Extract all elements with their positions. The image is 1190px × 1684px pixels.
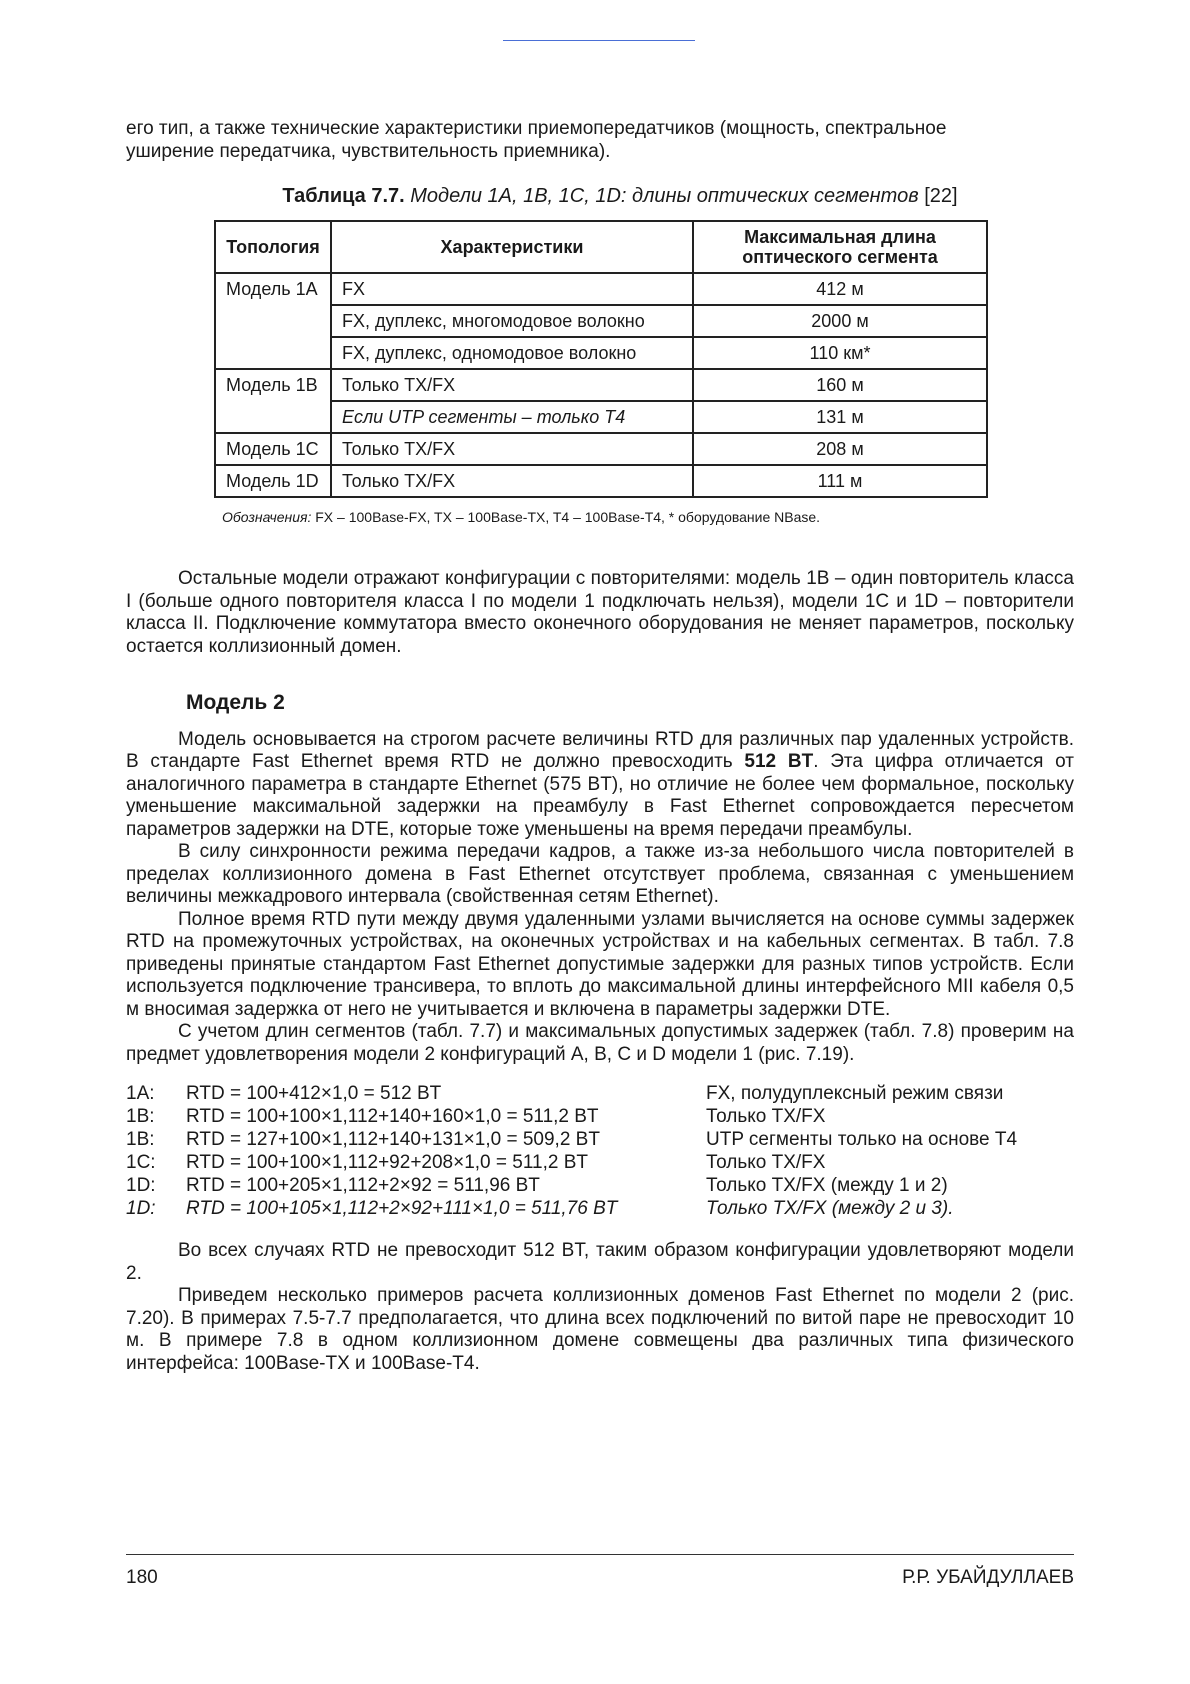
table-caption-label: Таблица 7.7. [282,185,405,207]
formula-label: 1D: [126,1198,156,1219]
formula-equation: RTD = 100+100×1,112+92+208×1,0 = 511,2 BT [186,1152,588,1173]
paragraph-full-rtd: Полное время RTD пути между двумя удаленными узлами вычисляется на основе суммы задержек RTD на промежуточных устройствах, на оконечных устройствах и на кабельных сегментах. В табл. 7.8 приведены принятые стандартом Fast Ethernet допустимые задержки для разных типов устройств. Если используется подключение трансивера, то вплоть до максимальной длины интерфейсного MII кабеля 0,5 м вносимая задержка от него не учитывается и включена в параметры задержки DTE. [126,908,1074,1020]
paragraph-result: Во всех случаях RTD не превосходит 512 BT, таким образом конфигурации удовлетворяют модели 2. [126,1240,1074,1284]
paragraph-sync: В силу синхронности режима передачи кадров, а также из-за небольшого числа повторителей в пределах коллизионного домена в Fast Ethernet отсутствует проблема, связанная с уменьшением величины межкадрового интервала (свойственная сетям Ethernet). [126,841,1074,907]
segment-length-table [214,220,988,498]
header-characteristics: Характеристики [331,221,693,273]
header-max-length: Максимальная длина оптического сегмента [693,221,987,273]
paragraph-model2 [126,729,1074,842]
author-name: Р.Р. УБАЙДУЛЛАЕВ [902,1567,1074,1588]
characteristic-cell: FX, дуплекс, одномодовое волокно [331,337,693,369]
table-row [215,465,987,497]
formula-label: 1B: [126,1106,155,1127]
table-caption [126,185,1074,208]
formula-label: 1D: [126,1175,156,1196]
paragraph-check: С учетом длин сегментов (табл. 7.7) и максимальных допустимых задержек (табл. 7.8) проверим на предмет удовлетворения модели 2 конфигураций A, B, C и D модели 1 (рис. 7.19). [126,1021,1074,1065]
intro-line-2: уширение передатчика, чувствительность приемника). [126,140,611,162]
table-note [222,506,1074,529]
table-row [215,305,987,337]
formula-row [126,1174,1074,1197]
topology-cell: Модель 1A [215,273,331,369]
table-note-text: FX – 100Base-FX, TX – 100Base-TX, T4 – 100Base-T4, * оборудование NBase. [315,508,821,525]
length-cell: 2000 м [693,305,987,337]
characteristic-cell: Если UTP сегменты – только T4 [331,401,693,433]
characteristic-cell: Только TX/FX [331,433,693,465]
table-row [215,337,987,369]
paragraph-examples: Приведем несколько примеров расчета коллизионных доменов Fast Ethernet по модели 2 (рис. 7.20). В примерах 7.5-7.7 предполагается, что длина всех подключений по витой паре не превосходит 10 м. В примере 7.8 в одном коллизионном домене совмещены два различных типа физического интерфейса: 100Base-TX и 100Base-T4. [126,1285,1074,1374]
paragraph-models: Остальные модели отражают конфигурации с повторителями: модель 1B – один повторитель класса I (больше одного повторителя класса I по модели 1 подключать нельзя), модели 1C и 1D – повторители класса II. Подключение коммутатора вместо оконечного оборудования не меняет параметров, поскольку остается коллизионный домен. [126,568,1074,657]
formula-row [126,1082,1074,1105]
section-heading: Модель 2 [186,691,285,714]
page-footer [126,1554,1074,1588]
characteristic-cell: FX [331,273,693,305]
table-row [215,433,987,465]
paragraph-model2-bold: 512 BT [744,751,814,772]
formula-comment: Только TX/FX (между 1 и 2) [706,1175,948,1196]
top-divider [503,40,695,41]
length-cell: 208 м [693,433,987,465]
formula-equation: RTD = 100+100×1,112+140+160×1,0 = 511,2 BT [186,1106,599,1127]
formula-equation: RTD = 100+412×1,0 = 512 BT [186,1083,442,1104]
characteristic-cell: Только TX/FX [331,465,693,497]
topology-cell: Модель 1C [215,433,331,465]
paragraph-model2-part-b: . Эта цифра отличается от аналогичного параметра в стандарте Ethernet (575 BT), но отличие не более чем формальное, поскольку уменьшение максимальной задержки на преамбулу в Fast Ethernet сопровождается пересчетом параметров задержки на DTE, которые тоже уменьшены на время передачи преамбулы. [126,751,1074,840]
table-row [215,401,987,433]
table-row [215,273,987,305]
intro-line-1: его тип, а также технические характеристики приемопередатчиков (мощность, спектральное [126,118,947,139]
formula-row [126,1128,1074,1151]
formula-row [126,1151,1074,1174]
table-caption-ref: [22] [924,185,958,207]
formula-equation: RTD = 100+205×1,112+2×92 = 511,96 BT [186,1175,540,1196]
formula-label: 1A: [126,1083,155,1104]
length-cell: 412 м [693,273,987,305]
paragraph-model2-part-a: Модель основывается на строгом расчете величины RTD для различных пар удаленных устройств. В стандарте Fast Ethernet время RTD не должно превосходить [126,728,1074,772]
formula-equation: RTD = 100+105×1,112+2×92+111×1,0 = 511,76 BT [186,1198,618,1219]
topology-cell: Модель 1D [215,465,331,497]
formula-equation: RTD = 127+100×1,112+140+131×1,0 = 509,2 BT [186,1129,600,1150]
characteristic-cell: Только TX/FX [331,369,693,401]
page-number: 180 [126,1567,158,1588]
table-header-row [215,221,987,273]
length-cell: 160 м [693,369,987,401]
formula-comment: Только TX/FX [706,1106,826,1127]
formula-comment: Только TX/FX [706,1152,826,1173]
formula-label: 1C: [126,1152,156,1173]
formula-comment: FX, полудуплексный режим связи [706,1083,1004,1104]
characteristic-cell: FX, дуплекс, многомодовое волокно [331,305,693,337]
formula-comment: Только TX/FX (между 2 и 3). [706,1198,954,1219]
table-row [215,369,987,401]
formula-label: 1B: [126,1129,155,1150]
table-caption-text: Модели 1A, 1B, 1C, 1D: длины оптических сегментов [410,185,919,207]
table-note-label: Обозначения: [222,508,312,525]
rtd-formulas [126,1082,1074,1220]
topology-cell: Модель 1B [215,369,331,433]
formula-row [126,1197,1074,1220]
header-topology: Топология [215,221,331,273]
length-cell: 131 м [693,401,987,433]
length-cell: 110 км* [693,337,987,369]
page-body [126,118,1074,1375]
formula-comment: UTP сегменты только на основе T4 [706,1129,1018,1150]
formula-row [126,1105,1074,1128]
length-cell: 111 м [693,465,987,497]
